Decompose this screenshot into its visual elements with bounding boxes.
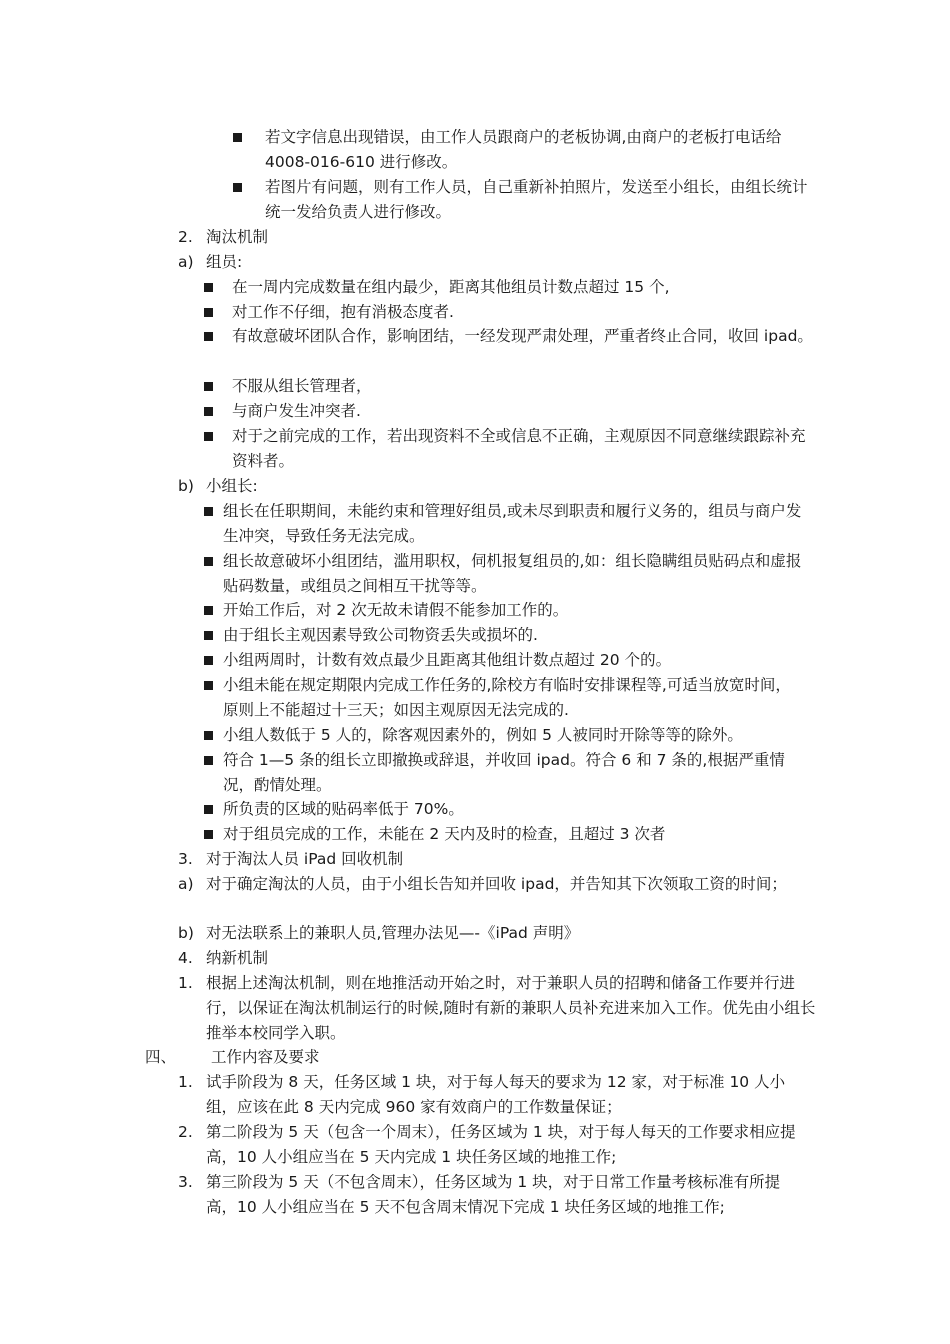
square-bullet-icon bbox=[204, 656, 213, 665]
list-item: b) 对无法联系上的兼职人员,管理办法见—-《iPad 声明》 bbox=[178, 924, 580, 942]
square-bullet-icon bbox=[204, 557, 213, 566]
list-item: 组长在任职期间，未能约束和管理好组员,或未尽到职责和履行义务的，组员与商户发生冲突，导致任务无法完成。 bbox=[204, 499, 804, 549]
part-heading: 四、 工作内容及要求 bbox=[145, 1048, 320, 1066]
square-bullet-icon bbox=[204, 407, 213, 416]
square-bullet-icon bbox=[204, 332, 213, 341]
square-bullet-icon bbox=[233, 183, 242, 192]
square-bullet-icon bbox=[204, 631, 213, 640]
list-item: 符合 1—5 条的组长立即撤换或辞退，并收回 ipad。符合 6 和 7 条的,根据严重情况，酌情处理。 bbox=[204, 748, 804, 798]
square-bullet-icon bbox=[204, 756, 213, 765]
list-item: 不服从组长管理者， bbox=[204, 374, 814, 399]
square-bullet-icon bbox=[204, 382, 213, 391]
square-bullet-icon bbox=[204, 830, 213, 839]
square-bullet-icon bbox=[204, 507, 213, 516]
square-bullet-icon bbox=[204, 805, 213, 814]
subsection-heading: b) 小组长: bbox=[178, 477, 258, 495]
section-heading: 3. 对于淘汰人员 iPad 回收机制 bbox=[178, 850, 404, 868]
list-item: 对工作不仔细，抱有消极态度者. bbox=[204, 300, 814, 325]
square-bullet-icon bbox=[204, 283, 213, 292]
list-item: 若图片有问题，则有工作人员，自己重新补拍照片，发送至小组长，由组长统计统一发给负责人进行修改。 bbox=[233, 175, 813, 225]
list-item: 所负责的区域的贴码率低于 70%。 bbox=[204, 797, 804, 822]
square-bullet-icon bbox=[233, 133, 242, 142]
list-item: 小组未能在规定期限内完成工作任务的,除校方有临时安排课程等,可适当放宽时间，原则上不能超过十三天；如因主观原因无法完成的. bbox=[204, 673, 804, 723]
square-bullet-icon bbox=[204, 731, 213, 740]
list-item: 有故意破坏团队合作，影响团结，一经发现严肃处理，严重者终止合同，收回 ipad。 bbox=[204, 324, 814, 349]
list-item: 开始工作后，对 2 次无故未请假不能参加工作的。 bbox=[204, 598, 804, 623]
list-item: 2. 第二阶段为 5 天（包含一个周末），任务区域为 1 块，对于每人每天的工作要求相应提高，10 人小组应当在 5 天内完成 1 块任务区域的地推工作; bbox=[178, 1123, 796, 1166]
square-bullet-icon bbox=[204, 432, 213, 441]
list-item: 3. 第三阶段为 5 天（不包含周末），任务区域为 1 块，对于日常工作量考核标准有所提高，10 人小组应当在 5 天不包含周末情况下完成 1 块任务区域的地推工作; bbox=[178, 1173, 781, 1216]
list-item: 与商户发生冲突者. bbox=[204, 399, 814, 424]
square-bullet-icon bbox=[204, 606, 213, 615]
list-item: 1. 试手阶段为 8 天，任务区域 1 块，对于每人每天的要求为 12 家，对于标准 10 人小组，应该在此 8 天内完成 960 家有效商户的工作数量保证； bbox=[178, 1073, 786, 1116]
list-item: 在一周内完成数量在组内最少，距离其他组员计数点超过 15 个, bbox=[204, 275, 814, 300]
list-item: a) 对于确定淘汰的人员，由于小组长告知并回收 ipad，并告知其下次领取工资的时间； bbox=[178, 875, 787, 893]
list-item: 由于组长主观因素导致公司物资丢失或损坏的. bbox=[204, 623, 804, 648]
list-item: 若文字信息出现错误，由工作人员跟商户的老板协调,由商户的老板打电话给 4008-016-610 进行修改。 bbox=[233, 125, 813, 175]
section-heading: 2. 淘汰机制 bbox=[178, 228, 269, 246]
list-item: 小组两周时，计数有效点最少且距离其他组计数点超过 20 个的。 bbox=[204, 648, 804, 673]
list-item: 组长故意破坏小组团结，滥用职权，伺机报复组员的,如：组长隐瞒组员贴码点和虚报贴码数量，或组员之间相互干扰等等。 bbox=[204, 549, 804, 599]
subsection-heading: a) 组员: bbox=[178, 253, 243, 271]
list-item: 对于组员完成的工作，未能在 2 天内及时的检查，且超过 3 次者 bbox=[204, 822, 804, 847]
square-bullet-icon bbox=[204, 308, 213, 317]
list-item: 1. 根据上述淘汰机制，则在地推活动开始之时，对于兼职人员的招聘和储备工作要并行进行，以保证在淘汰机制运行的时候,随时有新的兼职人员补充进来加入工作。优先由小组长推举本校同学入职。 bbox=[178, 974, 816, 1042]
section-heading: 4. 纳新机制 bbox=[178, 949, 269, 967]
list-item: 对于之前完成的工作，若出现资料不全或信息不正确，主观原因不同意继续跟踪补充资料者。 bbox=[204, 424, 814, 474]
list-item: 小组人数低于 5 人的，除客观因素外的，例如 5 人被同时开除等等的除外。 bbox=[204, 723, 804, 748]
square-bullet-icon bbox=[204, 681, 213, 690]
